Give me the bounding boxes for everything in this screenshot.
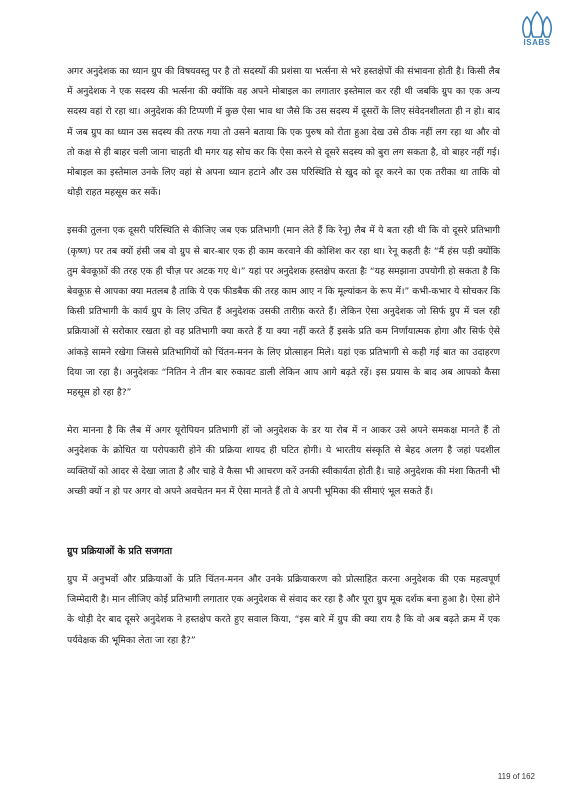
body-paragraph: ग्रुप में अनुभवों और प्रक्रियाओं के प्रति चिंतन-मनन और उनके प्रक्रियाकरण को प्रोत्साहित करना अनुदेशक की एक महत्वपूर्ण जिम्मेदारी है। मान लीजिए कोई प्रतिभागी लगातार एक अनुदेशक से संवाद कर रहा है और पूरा ग्रुप मूक दर्शक बना हुआ है। ऐसा होने के थोड़ी देर बाद दूसरे अनुदेशक ने हस्तक्षेप करते हुए सवाल किया, “इस बारे में ग्रुप की क्या राय है कि वो अब बढ़ते क्रम में एक पर्यवेक्षक की भूमिका लेता जा रहा है?” xyxy=(67,574,500,646)
body-paragraph: अगर अनुदेशक का ध्यान ग्रुप की विषयवस्तु पर है तो सदस्यों की प्रशंसा या भर्त्सना से भरे हस्तक्षेपों की संभावना होती है। किसी लैब में अनुदेशक ने एक सदस्य की भर्त्सना की क्योंकि वह अपने मोबाइल का लगातार इस्तेमाल कर रही थी जबकि ग्रुप का एक अन्य सदस्य वहां रो रहा था। अनुदेशक की टिप्पणी में कुछ ऐसा भाव था जैसे कि उस सदस्य में दूसरों के लिए संवेदनशीलता ही न हो। बाद में जब ग्रुप का ध्यान उस सदस्य की तरफ गया तो उसने बताया कि एक पुरुष को रोता हुआ देख उसे ठीक नहीं लग रहा था और वो तो कक्ष से ही बाहर चली जाना चाहती थी मगर यह सोच कर कि ऐसा करने से दूसरे सदस्य को बुरा लग सकता है, वो बाहर नहीं गई। मोबाइल का इस्तेमाल उनके लिए वहां से अपना ध्यान हटाने और उस परिस्थिति से खुद को दूर करने का एक तरीका था ताकि वो थोड़ी राहत महसूस कर सकें। xyxy=(67,66,500,199)
logo-wordmark: ISABS xyxy=(523,38,551,47)
body-paragraph: इसकी तुलना एक दूसरी परिस्थिति से कीजिए जब एक प्रतिभागी (मान लेते हैं कि रेनू) लैब में ये बता रही थी कि वो दूसरे प्रतिभागी (कृष्ण) पर तब क्यों हंसी जब वो ग्रुप से बार-बार एक ही काम करवाने की कोशिश कर रहा था। रेनू कहती हैः “मैं हंस पड़ी क्योंकि तुम बेवकूफ़ों की तरह एक ही चीज़ पर अटक गए थे।” यहां पर अनुदेशक हस्तक्षेप करता हैः “यह समझाना उपयोगी हो सकता है कि बेवकूफ़ से आपका क्या मतलब है ताकि ये एक फीडबैक की तरह काम आए न कि मूल्यांकन के रूप में।” कभी-कभार ये सोचकर कि किसी प्रतिभागी के कार्य ग्रुप के लिए उचित हैं अनुदेशक उसकी तारीफ़ करते हैं। लेकिन ऐसा अनुदेशक जो सिर्फ ग्रुप में चल रही प्रक्रियाओं से सरोकार रखता हो वह प्रतिभागी क्या करते हैं या क्या नहीं करते हैं इसके प्रति कम निर्णायात्मक होगा और सिर्फ ऐसे आंकड़े सामने रखेगा जिससे प्रतिभागियों को चिंतन-मनन के लिए प्रोत्साहन मिले। यहां एक प्रतिभागी से कही गई बात का उदाहरण दिया जा रहा है। अनुदेशकः “नितिन ने तीन बार रुकावट डाली लेकिन आप आगे बढ़ते रहें। इस प्रयास के बाद अब आपको कैसा महसूस हो रहा है?” xyxy=(67,225,500,399)
page-content xyxy=(67,62,500,669)
body-paragraph: मेरा मानना है कि लैब में अगर यूरोपियन प्रतिभागी हों जो अनुदेशक के डर या रोब में न आकर उसे अपने समकक्ष मानते हैं तो अनुदेशक के क्रोधित या परोपकारी होने की प्रक्रिया शायद ही घटित होगी। ये भारतीय संस्कृति से बेहद अलग है जहां पदशील व्यक्तियों को आदर से देखा जाता है और चाहे वे कैसा भी आचरण करें उनकी स्वीकार्यता होती है। चाहे अनुदेशक की मंशा कितनी भी अच्छी क्यों न हो पर अगर वो अपने अवचेतन मन में ऐसा मानते हैं तो वे अपनी भूमिका की सीमाएं भूल सकते हैं। xyxy=(67,425,500,497)
section-heading: ग्रुप प्रक्रियाओं के प्रति सजगता xyxy=(67,546,173,558)
page-number: 119 of 162 xyxy=(497,772,535,781)
